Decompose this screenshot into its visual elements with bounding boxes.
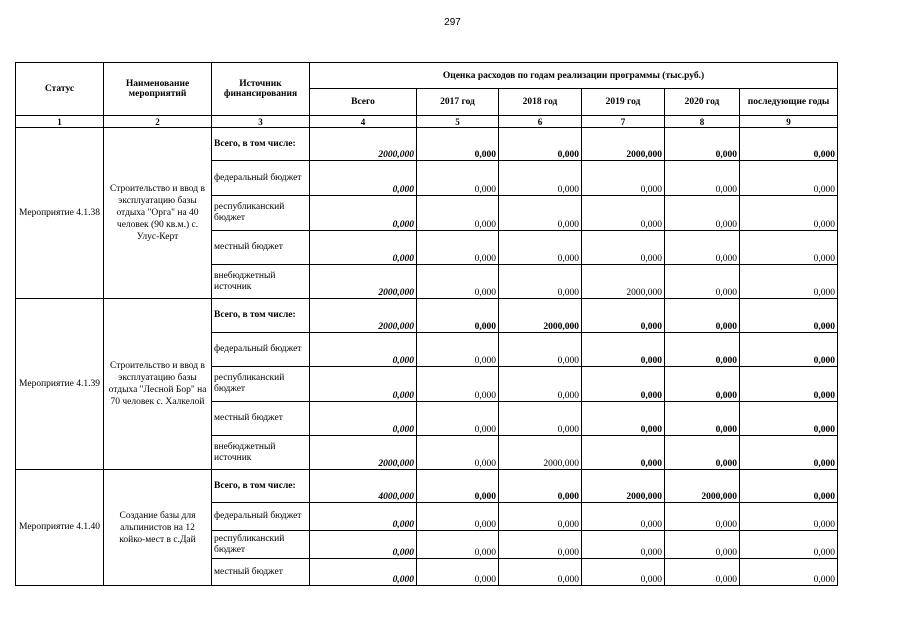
- amount-cell: 0,000: [582, 231, 665, 265]
- amount-total: 2000,000: [310, 265, 417, 299]
- header-2018: 2018 год: [499, 89, 582, 116]
- amount-cell: 0,000: [665, 402, 740, 436]
- amount-cell: 0,000: [417, 128, 499, 161]
- measure-name: Строительство и ввод в эксплуатацию базы отдыха "Лесной Бор" на 70 человек с. Халкелой: [104, 299, 212, 470]
- amount-cell: 0,000: [499, 531, 582, 559]
- amount-cell: 0,000: [740, 196, 838, 231]
- amount-cell: 0,000: [499, 265, 582, 299]
- header-2017: 2017 год: [417, 89, 499, 116]
- amount-cell: 0,000: [499, 367, 582, 402]
- amount-cell: 0,000: [740, 299, 838, 333]
- amount-total: 0,000: [310, 402, 417, 436]
- amount-total: 0,000: [310, 559, 417, 586]
- column-number: 5: [417, 116, 499, 128]
- amount-cell: 0,000: [665, 531, 740, 559]
- amount-cell: 0,000: [582, 367, 665, 402]
- amount-cell: 0,000: [499, 161, 582, 196]
- amount-cell: 0,000: [740, 161, 838, 196]
- amount-cell: 0,000: [582, 436, 665, 470]
- funding-source: внебюджетный источник: [212, 436, 310, 470]
- amount-cell: 0,000: [740, 503, 838, 531]
- amount-cell: 0,000: [665, 196, 740, 231]
- amount-total: 0,000: [310, 196, 417, 231]
- amount-cell: 0,000: [665, 299, 740, 333]
- amount-cell: 0,000: [582, 196, 665, 231]
- header-source: Источник финансирования: [212, 63, 310, 116]
- page-number: 297: [444, 17, 461, 28]
- amount-cell: 0,000: [582, 559, 665, 586]
- amount-cell: 0,000: [665, 503, 740, 531]
- amount-cell: 0,000: [665, 128, 740, 161]
- amount-cell: 0,000: [740, 436, 838, 470]
- funding-source: республиканский бюджет: [212, 196, 310, 231]
- amount-cell: 0,000: [499, 333, 582, 367]
- amount-total: 2000,000: [310, 299, 417, 333]
- amount-total: 0,000: [310, 231, 417, 265]
- amount-total: 2000,000: [310, 128, 417, 161]
- amount-cell: 0,000: [417, 470, 499, 503]
- header-name: Наименование мероприятий: [104, 63, 212, 116]
- table-body: [16, 128, 838, 586]
- amount-total: 0,000: [310, 161, 417, 196]
- amount-cell: 0,000: [417, 531, 499, 559]
- column-number: 2: [104, 116, 212, 128]
- amount-cell: 0,000: [665, 436, 740, 470]
- measure-status: Мероприятие 4.1.40: [16, 470, 104, 586]
- funding-source: местный бюджет: [212, 559, 310, 586]
- amount-total: 0,000: [310, 531, 417, 559]
- amount-total: 0,000: [310, 503, 417, 531]
- amount-cell: 0,000: [499, 503, 582, 531]
- amount-cell: 0,000: [417, 367, 499, 402]
- amount-cell: 0,000: [582, 503, 665, 531]
- amount-cell: 2000,000: [499, 299, 582, 333]
- amount-cell: 0,000: [417, 265, 499, 299]
- column-number: 3: [212, 116, 310, 128]
- amount-cell: 2000,000: [582, 470, 665, 503]
- amount-cell: 0,000: [740, 231, 838, 265]
- amount-cell: 0,000: [499, 470, 582, 503]
- column-number: 4: [310, 116, 417, 128]
- amount-cell: 0,000: [665, 333, 740, 367]
- amount-cell: 0,000: [665, 367, 740, 402]
- funding-source: Всего, в том числе:: [212, 470, 310, 503]
- amount-cell: 0,000: [665, 559, 740, 586]
- funding-source: Всего, в том числе:: [212, 299, 310, 333]
- header-2020: 2020 год: [665, 89, 740, 116]
- header-2019: 2019 год: [582, 89, 665, 116]
- amount-cell: 0,000: [417, 333, 499, 367]
- amount-cell: 0,000: [417, 196, 499, 231]
- table-row: [16, 470, 838, 503]
- amount-cell: 0,000: [499, 402, 582, 436]
- amount-cell: 0,000: [417, 559, 499, 586]
- header-later: последующие годы: [740, 89, 838, 116]
- amount-cell: 0,000: [417, 402, 499, 436]
- header-total: Всего: [310, 89, 417, 116]
- column-number: 1: [16, 116, 104, 128]
- funding-source: местный бюджет: [212, 402, 310, 436]
- funding-source: федеральный бюджет: [212, 161, 310, 196]
- amount-cell: 0,000: [740, 402, 838, 436]
- column-number: 6: [499, 116, 582, 128]
- amount-cell: 0,000: [665, 265, 740, 299]
- amount-cell: 0,000: [417, 503, 499, 531]
- amount-cell: 0,000: [417, 436, 499, 470]
- amount-cell: 0,000: [582, 333, 665, 367]
- amount-cell: 0,000: [417, 231, 499, 265]
- amount-cell: 0,000: [740, 128, 838, 161]
- amount-cell: 0,000: [499, 128, 582, 161]
- funding-source: местный бюджет: [212, 231, 310, 265]
- amount-cell: 2000,000: [499, 436, 582, 470]
- column-number: 7: [582, 116, 665, 128]
- amount-cell: 0,000: [740, 470, 838, 503]
- amount-cell: 0,000: [740, 531, 838, 559]
- header-status: Статус: [16, 63, 104, 116]
- amount-cell: 0,000: [740, 333, 838, 367]
- amount-cell: 0,000: [665, 161, 740, 196]
- budget-table: [15, 62, 838, 586]
- amount-cell: 2000,000: [582, 265, 665, 299]
- measure-name: Строительство и ввод в эксплуатацию базы отдыха "Орга" на 40 человек (90 кв.м.) с. Улус-Керт: [104, 128, 212, 299]
- amount-cell: 0,000: [417, 161, 499, 196]
- column-number: 9: [740, 116, 838, 128]
- funding-source: республиканский бюджет: [212, 531, 310, 559]
- funding-source: федеральный бюджет: [212, 503, 310, 531]
- amount-cell: 0,000: [499, 196, 582, 231]
- funding-source: республиканский бюджет: [212, 367, 310, 402]
- measure-name: Создание базы для альпинистов на 12 койко-мест в с.Дай: [104, 470, 212, 586]
- funding-source: Всего, в том числе:: [212, 128, 310, 161]
- amount-total: 0,000: [310, 367, 417, 402]
- amount-total: 0,000: [310, 333, 417, 367]
- amount-cell: 0,000: [417, 299, 499, 333]
- table-row: [16, 299, 838, 333]
- amount-cell: 0,000: [582, 161, 665, 196]
- amount-cell: 0,000: [582, 531, 665, 559]
- header-estimate: Оценка расходов по годам реализации программы (тыс.руб.): [310, 63, 838, 89]
- amount-cell: 0,000: [499, 559, 582, 586]
- amount-cell: 0,000: [740, 265, 838, 299]
- amount-total: 4000,000: [310, 470, 417, 503]
- measure-status: Мероприятие 4.1.38: [16, 128, 104, 299]
- amount-total: 2000,000: [310, 436, 417, 470]
- amount-cell: 0,000: [740, 559, 838, 586]
- amount-cell: 0,000: [582, 299, 665, 333]
- amount-cell: 0,000: [499, 231, 582, 265]
- amount-cell: 2000,000: [665, 470, 740, 503]
- amount-cell: 0,000: [582, 402, 665, 436]
- amount-cell: 0,000: [665, 231, 740, 265]
- funding-source: внебюджетный источник: [212, 265, 310, 299]
- funding-source: федеральный бюджет: [212, 333, 310, 367]
- table-row: [16, 128, 838, 161]
- column-number: 8: [665, 116, 740, 128]
- measure-status: Мероприятие 4.1.39: [16, 299, 104, 470]
- amount-cell: 0,000: [740, 367, 838, 402]
- amount-cell: 2000,000: [582, 128, 665, 161]
